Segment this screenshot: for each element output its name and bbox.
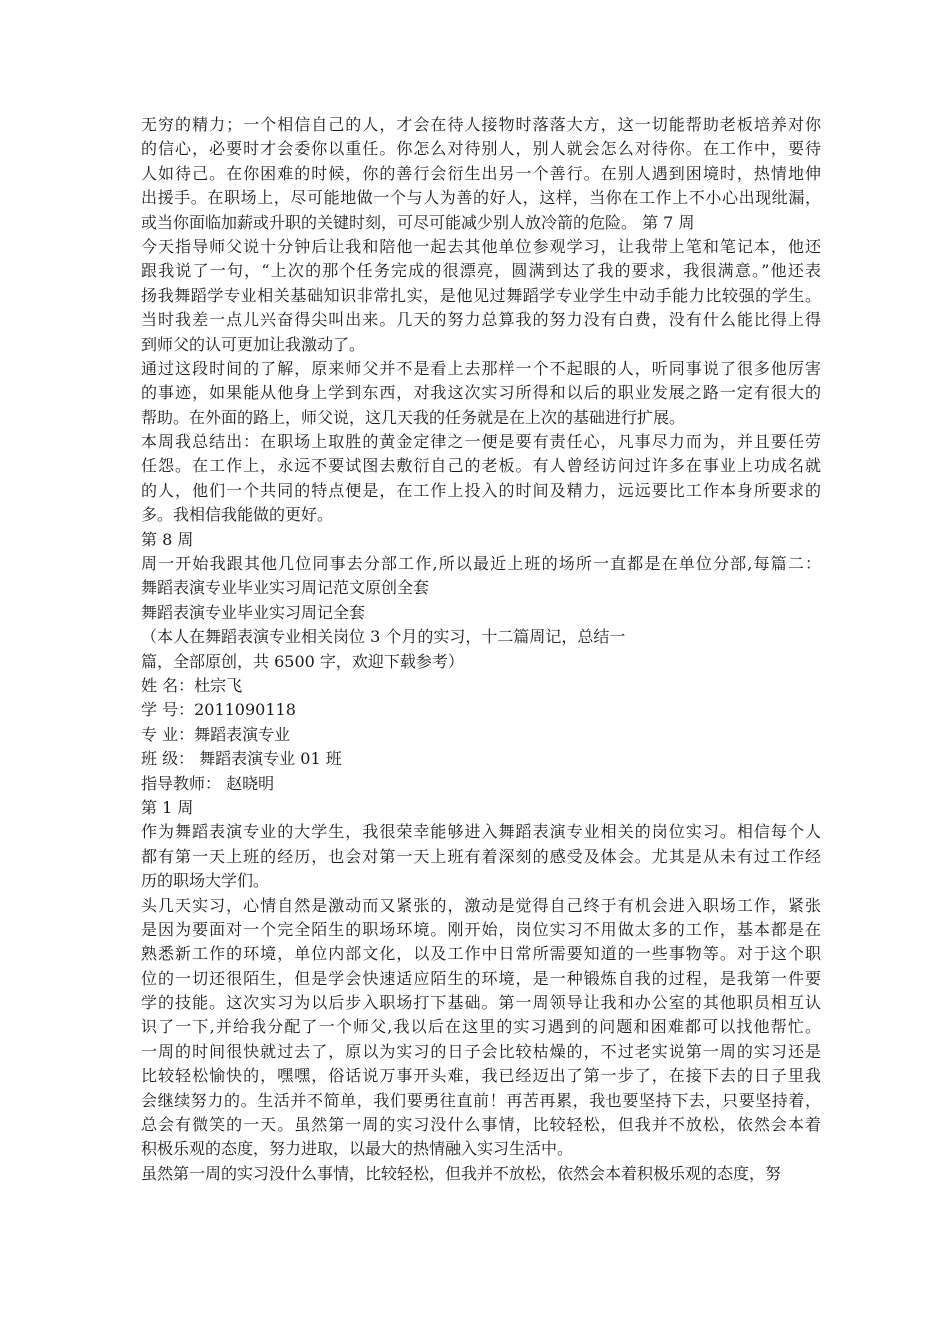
text-line: 都有第一天上班的经历，也会对第一天上班有着深刻的感受及体会。尤其是从未有过工作经 [141,846,821,866]
text-line: 虽然第一周的实习没什么事情，比较轻松，但我并不放松，依然会本着积极乐观的态度，努 [141,1163,782,1183]
text-line: 第 8 周 [141,529,194,549]
text-line: 学的技能。这次实习为以后步入职场打下基础。第一周领导让我和办公室的其他职员相互认 [141,993,821,1013]
text-line: 头几天实习，心情自然是激动而又紧张的，激动是觉得自己终于有机会进入职场工作，紧张 [141,895,821,915]
text-line: 本周我总结出：在职场上取胜的黄金定律之一便是要有责任心，凡事尽力而为，并且要任劳 [141,432,821,452]
text-line: 的事迹，如果能从他身上学到东西，对我这次实习所得和以后的职业发展之路一定有很大的 [141,383,821,403]
text-line: 跟我说了一句，“上次的那个任务完成的很漂亮，圆满到达了我的要求，我很满意。”他还表 [141,261,821,281]
text-line: 比较轻松愉快的，嘿嘿，俗话说万事开头难，我已经迈出了第一步了，在接下去的日子里我 [141,1066,821,1086]
text-line: 总会有微笑的一天。虽然第一周的实习没什么事情，比较轻松，但我并不放松，依然会本着 [141,1115,821,1135]
text-line: （本人在舞蹈表演专业相关岗位 3 个月的实习，十二篇周记，总结一 [141,627,626,647]
text-line: 熟悉新工作的环境，单位内部文化，以及工作中日常所需要知道的一些事物等。对于这个职 [141,944,821,964]
text-line: 作为舞蹈表演专业的大学生，我很荣幸能够进入舞蹈表演专业相关的岗位实习。相信每个人 [141,822,821,842]
text-line: 篇，全部原创，共 6500 字，欢迎下载参考） [141,651,464,671]
text-line: 的信心，必要时才会委你以重任。你怎么对待别人，别人就会怎么对待你。在工作中，要待 [141,139,821,159]
text-line: 的人，他们一个共同的特点便是，在工作上投入的时间及精力，远远要比工作本身所要求的 [141,480,821,500]
text-line: 无穷的精力；一个相信自己的人，才会在待人接物时落落大方，这一切能帮助老板培养对你 [141,115,821,134]
text-line: 专 业：舞蹈表演专业 [141,724,291,744]
text-line: 班 级： 舞蹈表演专业 01 班 [141,749,342,769]
text-line: 位的一切还很陌生，但是学会快速适应陌生的环境，是一种锻炼自我的过程，是我第一件要 [141,968,821,988]
text-line: 舞蹈表演专业毕业实习周记范文原创全套 [141,578,430,598]
text-line: 当时我差一点儿兴奋得尖叫出来。几天的努力总算我的努力没有白费，没有什么能比得上得 [141,310,821,330]
text-line: 到师父的认可更加让我激动了。 [141,334,366,354]
text-line: 周一开始我跟其他几位同事去分部工作,所以最近上班的场所一直都是在单位分部,每篇二： [141,554,821,574]
text-line: 姓 名：杜宗飞 [141,675,243,695]
text-line: 一周的时间很快就过去了，原以为实习的日子会比较枯燥的，不过老实说第一周的实习还是 [141,1041,821,1061]
text-line: 任怨。在工作上，永远不要试图去敷衍自己的老板。有人曾经访问过许多在事业上功成名就 [141,456,821,476]
text-line: 第 1 周 [141,797,194,817]
text-line: 或当你面临加薪或升职的关键时刻，可尽可能减少别人放冷箭的危险。 第 7 周 [141,212,695,232]
text-line: 多。我相信我能做的更好。 [141,505,334,525]
text-line: 识了一下,并给我分配了一个师父,我以后在这里的实习遇到的问题和困难都可以找他帮忙。 [141,1017,821,1037]
document-body [141,113,821,1186]
text-line: 舞蹈表演专业毕业实习周记全套 [141,602,366,622]
text-line: 人如待己。在你困难的时候，你的善行会衍生出另一个善行。在别人遇到困境时，热情地伸 [141,163,821,183]
text-line: 积极乐观的态度，努力进取，以最大的热情融入实习生活中。 [141,1139,574,1159]
text-line: 历的职场大学们。 [141,871,270,891]
text-line: 扬我舞蹈学专业相关基础知识非常扎实，是他见过舞蹈学专业学生中动手能力比较强的学生。 [141,285,821,305]
text-line: 今天指导师父说十分钟后让我和陪他一起去其他单位参观学习，让我带上笔和笔记本，他还 [141,236,821,256]
text-line: 通过这段时间的了解，原来师父并不是看上去那样一个不起眼的人，听同事说了很多他厉害 [141,358,821,378]
text-line: 学 号：2011090118 [141,700,296,720]
text-line: 指导教师： 赵晓明 [141,773,275,793]
text-line: 出援手。在职场上，尽可能地做一个与人为善的好人，这样，当你在工作上不小心出现纰漏， [141,188,821,208]
text-line: 会继续努力的。生活并不简单，我们要勇往直前！再苦再累，我也要坚持下去，只要坚持着， [141,1090,821,1110]
text-line: 帮助。在外面的路上，师父说，这几天我的任务就是在上次的基础进行扩展。 [141,407,686,427]
text-line: 是因为要面对一个完全陌生的职场环境。刚开始，岗位实习不用做太多的工作，基本都是在 [141,919,821,939]
